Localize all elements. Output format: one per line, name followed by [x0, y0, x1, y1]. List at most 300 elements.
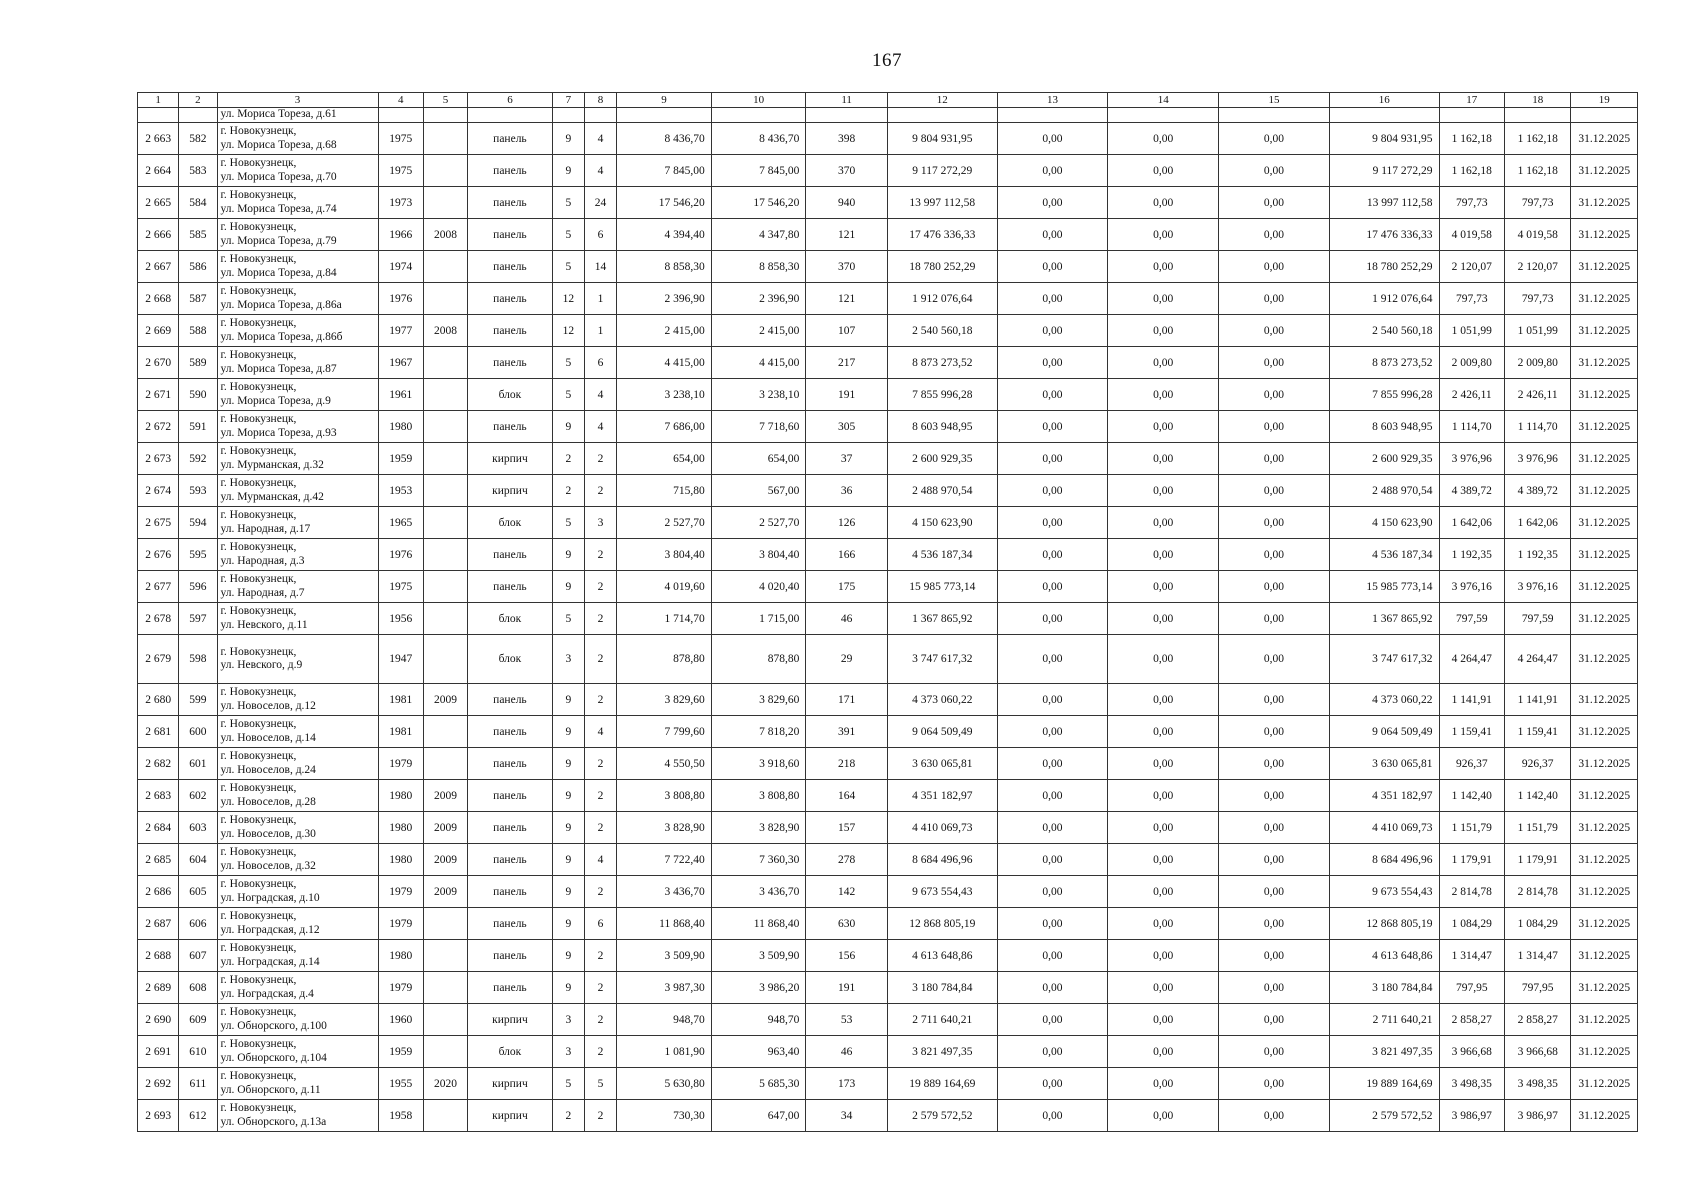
living-area-cell: 7 818,20 [711, 716, 806, 748]
sub-number-cell: 609 [179, 1004, 217, 1036]
year-built-cell: 1981 [378, 684, 423, 716]
floors-cell: 5 [552, 379, 584, 411]
unit-cost-cell: 2 814,78 [1439, 876, 1504, 908]
table-row [138, 603, 1638, 635]
wall-material-cell: кирпич [468, 443, 553, 475]
address-city: г. Новокузнецк, [220, 541, 297, 553]
col13-cell: 0,00 [997, 251, 1108, 283]
total-area-cell: 3 509,90 [617, 940, 712, 972]
deadline-cell: 31.12.2025 [1571, 603, 1638, 635]
col13-cell: 0,00 [997, 635, 1108, 684]
sub-number-cell: 599 [179, 684, 217, 716]
sub-number-cell: 594 [179, 507, 217, 539]
empty-cell [552, 108, 584, 123]
floors-cell: 5 [552, 603, 584, 635]
address-street: ул. Мориса Тореза, д.86а [220, 298, 342, 311]
floors-cell: 5 [552, 251, 584, 283]
address-street: ул. Новоселов, д.12 [220, 699, 316, 712]
col13-cell: 0,00 [997, 315, 1108, 347]
address-cell [217, 684, 378, 716]
total-cost-cell: 19 889 164,69 [887, 1068, 997, 1100]
residents-cell: 191 [806, 972, 888, 1004]
wall-material-cell: кирпич [468, 1004, 553, 1036]
col14-cell: 0,00 [1108, 251, 1219, 283]
table-row [138, 940, 1638, 972]
address-cell [217, 475, 378, 507]
address-city: г. Новокузнецк, [220, 1102, 297, 1114]
own-funds-cell: 2 579 572,52 [1329, 1100, 1439, 1132]
overhaul-year-cell [423, 443, 467, 475]
col15-cell: 0,00 [1219, 780, 1330, 812]
overhaul-year-cell: 2009 [423, 780, 467, 812]
living-area-cell: 4 347,80 [711, 219, 806, 251]
col13-cell: 0,00 [997, 844, 1108, 876]
deadline-cell: 31.12.2025 [1571, 716, 1638, 748]
own-funds-cell: 4 536 187,34 [1329, 539, 1439, 571]
col15-cell: 0,00 [1219, 379, 1330, 411]
col15-cell: 0,00 [1219, 123, 1330, 155]
overhaul-year-cell [423, 283, 467, 315]
table-row [138, 876, 1638, 908]
column-header-17: 17 [1439, 93, 1504, 108]
own-funds-cell: 4 373 060,22 [1329, 684, 1439, 716]
total-area-cell: 4 019,60 [617, 571, 712, 603]
address-street: ул. Новоселов, д.30 [220, 827, 316, 840]
address-street: ул. Мориса Тореза, д.79 [220, 234, 337, 247]
table-row [138, 347, 1638, 379]
entrances-cell: 2 [584, 780, 616, 812]
sub-number-cell: 602 [179, 780, 217, 812]
table-row [138, 315, 1638, 347]
wall-material-cell: панель [468, 812, 553, 844]
deadline-cell: 31.12.2025 [1571, 283, 1638, 315]
residents-cell: 398 [806, 123, 888, 155]
floors-cell: 2 [552, 443, 584, 475]
floors-cell: 9 [552, 876, 584, 908]
floors-cell: 9 [552, 411, 584, 443]
row-number-cell: 2 691 [138, 1036, 179, 1068]
column-header-15: 15 [1219, 93, 1330, 108]
continuation-row [138, 108, 1638, 123]
overhaul-year-cell: 2008 [423, 219, 467, 251]
total-cost-cell: 2 488 970,54 [887, 475, 997, 507]
unit-limit-cell: 4 264,47 [1504, 635, 1570, 684]
unit-cost-cell: 2 426,11 [1439, 379, 1504, 411]
year-built-cell: 1958 [378, 1100, 423, 1132]
residents-cell: 53 [806, 1004, 888, 1036]
residents-cell: 142 [806, 876, 888, 908]
address-cell [217, 1004, 378, 1036]
wall-material-cell: панель [468, 908, 553, 940]
col15-cell: 0,00 [1219, 219, 1330, 251]
wall-material-cell: блок [468, 635, 553, 684]
sub-number-cell: 582 [179, 123, 217, 155]
living-area-cell: 2 396,90 [711, 283, 806, 315]
wall-material-cell: панель [468, 315, 553, 347]
own-funds-cell: 18 780 252,29 [1329, 251, 1439, 283]
living-area-cell: 3 918,60 [711, 748, 806, 780]
col14-cell: 0,00 [1108, 123, 1219, 155]
col14-cell: 0,00 [1108, 475, 1219, 507]
row-number-cell: 2 683 [138, 780, 179, 812]
overhaul-year-cell [423, 411, 467, 443]
unit-limit-cell: 1 051,99 [1504, 315, 1570, 347]
address-city: г. Новокузнецк, [220, 317, 297, 329]
residents-cell: 46 [806, 603, 888, 635]
address-city: г. Новокузнецк, [220, 1070, 297, 1082]
residents-cell: 191 [806, 379, 888, 411]
address-cell [217, 972, 378, 1004]
row-number-cell: 2 672 [138, 411, 179, 443]
unit-cost-cell: 1 642,06 [1439, 507, 1504, 539]
unit-limit-cell: 1 642,06 [1504, 507, 1570, 539]
residents-cell: 175 [806, 571, 888, 603]
unit-limit-cell: 1 192,35 [1504, 539, 1570, 571]
deadline-cell: 31.12.2025 [1571, 876, 1638, 908]
address-cell [217, 219, 378, 251]
deadline-cell: 31.12.2025 [1571, 443, 1638, 475]
residents-cell: 391 [806, 716, 888, 748]
living-area-cell: 7 360,30 [711, 844, 806, 876]
address-cell [217, 123, 378, 155]
col14-cell: 0,00 [1108, 507, 1219, 539]
year-built-cell: 1979 [378, 908, 423, 940]
own-funds-cell: 2 488 970,54 [1329, 475, 1439, 507]
floors-cell: 2 [552, 1100, 584, 1132]
living-area-cell: 7 845,00 [711, 155, 806, 187]
address-city: г. Новокузнецк, [220, 477, 297, 489]
total-cost-cell: 8 603 948,95 [887, 411, 997, 443]
residents-cell: 156 [806, 940, 888, 972]
sub-number-cell: 610 [179, 1036, 217, 1068]
unit-cost-cell: 797,73 [1439, 283, 1504, 315]
table-row [138, 155, 1638, 187]
table-row [138, 123, 1638, 155]
total-area-cell: 3 808,80 [617, 780, 712, 812]
row-number-cell: 2 677 [138, 571, 179, 603]
col15-cell: 0,00 [1219, 603, 1330, 635]
unit-limit-cell: 2 858,27 [1504, 1004, 1570, 1036]
address-street: ул. Народная, д.17 [220, 522, 311, 535]
col14-cell: 0,00 [1108, 571, 1219, 603]
table-row [138, 844, 1638, 876]
row-number-cell: 2 678 [138, 603, 179, 635]
empty-cell [1504, 108, 1570, 123]
address-street: ул. Мориса Тореза, д.86б [220, 330, 343, 343]
entrances-cell: 2 [584, 1036, 616, 1068]
col15-cell: 0,00 [1219, 876, 1330, 908]
address-city: г. Новокузнецк, [220, 686, 297, 698]
floors-cell: 5 [552, 1068, 584, 1100]
table-row [138, 411, 1638, 443]
address-cell [217, 411, 378, 443]
address-city: г. Новокузнецк, [220, 221, 297, 233]
column-header-9: 9 [617, 93, 712, 108]
wall-material-cell: панель [468, 347, 553, 379]
col15-cell: 0,00 [1219, 1004, 1330, 1036]
address-city: г. Новокузнецк, [220, 605, 297, 617]
residents-cell: 126 [806, 507, 888, 539]
own-funds-cell: 4 351 182,97 [1329, 780, 1439, 812]
total-area-cell: 715,80 [617, 475, 712, 507]
address-cell [217, 347, 378, 379]
own-funds-cell: 4 410 069,73 [1329, 812, 1439, 844]
address-cell [217, 283, 378, 315]
sub-number-cell: 611 [179, 1068, 217, 1100]
unit-cost-cell: 2 858,27 [1439, 1004, 1504, 1036]
overhaul-year-cell [423, 1036, 467, 1068]
floors-cell: 5 [552, 347, 584, 379]
sub-number-cell: 592 [179, 443, 217, 475]
wall-material-cell: кирпич [468, 1068, 553, 1100]
living-area-cell: 3 238,10 [711, 379, 806, 411]
own-funds-cell: 15 985 773,14 [1329, 571, 1439, 603]
address-city: г. Новокузнецк, [220, 910, 297, 922]
col15-cell: 0,00 [1219, 507, 1330, 539]
total-area-cell: 4 550,50 [617, 748, 712, 780]
overhaul-year-cell: 2009 [423, 876, 467, 908]
deadline-cell: 31.12.2025 [1571, 123, 1638, 155]
wall-material-cell: панель [468, 123, 553, 155]
overhaul-year-cell [423, 1100, 467, 1132]
unit-limit-cell: 1 159,41 [1504, 716, 1570, 748]
col13-cell: 0,00 [997, 283, 1108, 315]
total-cost-cell: 7 855 996,28 [887, 379, 997, 411]
residents-cell: 218 [806, 748, 888, 780]
address-city: г. Новокузнецк, [220, 381, 297, 393]
table-header [138, 93, 1638, 108]
address-cell [217, 908, 378, 940]
residents-cell: 29 [806, 635, 888, 684]
year-built-cell: 1980 [378, 411, 423, 443]
floors-cell: 5 [552, 219, 584, 251]
row-number-cell: 2 663 [138, 123, 179, 155]
total-area-cell: 3 804,40 [617, 539, 712, 571]
unit-limit-cell: 1 151,79 [1504, 812, 1570, 844]
year-built-cell: 1973 [378, 187, 423, 219]
wall-material-cell: блок [468, 603, 553, 635]
overhaul-year-cell: 2008 [423, 315, 467, 347]
living-area-cell: 3 828,90 [711, 812, 806, 844]
deadline-cell: 31.12.2025 [1571, 780, 1638, 812]
residents-cell: 278 [806, 844, 888, 876]
year-built-cell: 1975 [378, 571, 423, 603]
deadline-cell: 31.12.2025 [1571, 1068, 1638, 1100]
col15-cell: 0,00 [1219, 539, 1330, 571]
year-built-cell: 1961 [378, 379, 423, 411]
empty-cell [997, 108, 1108, 123]
col13-cell: 0,00 [997, 876, 1108, 908]
living-area-cell: 3 808,80 [711, 780, 806, 812]
total-cost-cell: 3 821 497,35 [887, 1036, 997, 1068]
col15-cell: 0,00 [1219, 972, 1330, 1004]
unit-limit-cell: 1 179,91 [1504, 844, 1570, 876]
entrances-cell: 4 [584, 379, 616, 411]
residents-cell: 173 [806, 1068, 888, 1100]
unit-limit-cell: 4 019,58 [1504, 219, 1570, 251]
sub-number-cell: 586 [179, 251, 217, 283]
deadline-cell: 31.12.2025 [1571, 940, 1638, 972]
column-header-14: 14 [1108, 93, 1219, 108]
col13-cell: 0,00 [997, 716, 1108, 748]
year-built-cell: 1960 [378, 1004, 423, 1036]
col15-cell: 0,00 [1219, 443, 1330, 475]
living-area-cell: 11 868,40 [711, 908, 806, 940]
year-built-cell: 1947 [378, 635, 423, 684]
deadline-cell: 31.12.2025 [1571, 844, 1638, 876]
entrances-cell: 4 [584, 411, 616, 443]
column-header-6: 6 [468, 93, 553, 108]
unit-cost-cell: 3 976,96 [1439, 443, 1504, 475]
total-area-cell: 948,70 [617, 1004, 712, 1036]
sub-number-cell: 601 [179, 748, 217, 780]
total-area-cell: 7 722,40 [617, 844, 712, 876]
empty-cell [1219, 108, 1330, 123]
wall-material-cell: панель [468, 684, 553, 716]
total-cost-cell: 9 673 554,43 [887, 876, 997, 908]
living-area-cell: 3 436,70 [711, 876, 806, 908]
column-header-7: 7 [552, 93, 584, 108]
overhaul-year-cell [423, 347, 467, 379]
overhaul-year-cell [423, 155, 467, 187]
unit-limit-cell: 3 966,68 [1504, 1036, 1570, 1068]
sub-number-cell: 588 [179, 315, 217, 347]
wall-material-cell: панель [468, 251, 553, 283]
address-street: ул. Ноградская, д.14 [220, 955, 320, 968]
address-cell [217, 780, 378, 812]
floors-cell: 9 [552, 940, 584, 972]
unit-limit-cell: 1 162,18 [1504, 123, 1570, 155]
wall-material-cell: панель [468, 716, 553, 748]
total-cost-cell: 1 912 076,64 [887, 283, 997, 315]
wall-material-cell: панель [468, 539, 553, 571]
table-row [138, 507, 1638, 539]
col15-cell: 0,00 [1219, 716, 1330, 748]
floors-cell: 9 [552, 155, 584, 187]
unit-cost-cell: 797,59 [1439, 603, 1504, 635]
living-area-cell: 2 415,00 [711, 315, 806, 347]
empty-cell [887, 108, 997, 123]
floors-cell: 9 [552, 908, 584, 940]
entrances-cell: 24 [584, 187, 616, 219]
empty-cell [138, 108, 179, 123]
living-area-cell: 3 829,60 [711, 684, 806, 716]
own-funds-cell: 9 804 931,95 [1329, 123, 1439, 155]
residents-cell: 36 [806, 475, 888, 507]
residents-cell: 121 [806, 283, 888, 315]
own-funds-cell: 8 684 496,96 [1329, 844, 1439, 876]
wall-material-cell: панель [468, 940, 553, 972]
address-street: ул. Народная, д.7 [220, 586, 305, 599]
sub-number-cell: 587 [179, 283, 217, 315]
total-cost-cell: 12 868 805,19 [887, 908, 997, 940]
sub-number-cell: 589 [179, 347, 217, 379]
deadline-cell: 31.12.2025 [1571, 972, 1638, 1004]
empty-cell [584, 108, 616, 123]
col14-cell: 0,00 [1108, 635, 1219, 684]
unit-limit-cell: 1 084,29 [1504, 908, 1570, 940]
empty-cell [1571, 108, 1638, 123]
total-cost-cell: 4 373 060,22 [887, 684, 997, 716]
total-area-cell: 2 396,90 [617, 283, 712, 315]
total-area-cell: 1 714,70 [617, 603, 712, 635]
floors-cell: 9 [552, 716, 584, 748]
empty-cell [1439, 108, 1504, 123]
deadline-cell: 31.12.2025 [1571, 379, 1638, 411]
unit-limit-cell: 3 986,97 [1504, 1100, 1570, 1132]
own-funds-cell: 9 064 509,49 [1329, 716, 1439, 748]
col14-cell: 0,00 [1108, 844, 1219, 876]
col13-cell: 0,00 [997, 219, 1108, 251]
unit-cost-cell: 3 498,35 [1439, 1068, 1504, 1100]
overhaul-year-cell [423, 123, 467, 155]
overhaul-year-cell [423, 379, 467, 411]
address-city: г. Новокузнецк, [220, 782, 297, 794]
unit-cost-cell: 1 051,99 [1439, 315, 1504, 347]
overhaul-year-cell: 2020 [423, 1068, 467, 1100]
col13-cell: 0,00 [997, 940, 1108, 972]
address-city: г. Новокузнецк, [220, 878, 297, 890]
address-street: ул. Невского, д.11 [220, 618, 308, 631]
address-cell [217, 379, 378, 411]
total-area-cell: 3 987,30 [617, 972, 712, 1004]
col15-cell: 0,00 [1219, 844, 1330, 876]
wall-material-cell: панель [468, 411, 553, 443]
address-city: г. Новокузнецк, [220, 285, 297, 297]
row-number-cell: 2 667 [138, 251, 179, 283]
row-number-cell: 2 670 [138, 347, 179, 379]
total-cost-cell: 9 804 931,95 [887, 123, 997, 155]
column-number-row [138, 93, 1638, 108]
unit-limit-cell: 3 498,35 [1504, 1068, 1570, 1100]
wall-material-cell: панель [468, 187, 553, 219]
living-area-cell: 948,70 [711, 1004, 806, 1036]
overhaul-year-cell: 2009 [423, 812, 467, 844]
entrances-cell: 2 [584, 539, 616, 571]
deadline-cell: 31.12.2025 [1571, 411, 1638, 443]
address-city: г. Новокузнецк, [220, 645, 297, 658]
entrances-cell: 14 [584, 251, 616, 283]
deadline-cell: 31.12.2025 [1571, 155, 1638, 187]
address-street: ул. Обнорского, д.100 [220, 1019, 327, 1032]
wall-material-cell: панель [468, 155, 553, 187]
unit-cost-cell: 1 141,91 [1439, 684, 1504, 716]
table-row [138, 780, 1638, 812]
address-cell [217, 1068, 378, 1100]
total-cost-cell: 4 613 648,86 [887, 940, 997, 972]
address-street: ул. Мориса Тореза, д.93 [220, 426, 337, 439]
entrances-cell: 6 [584, 219, 616, 251]
row-number-cell: 2 664 [138, 155, 179, 187]
living-area-cell: 3 986,20 [711, 972, 806, 1004]
unit-cost-cell: 797,95 [1439, 972, 1504, 1004]
deadline-cell: 31.12.2025 [1571, 187, 1638, 219]
address-cell [217, 716, 378, 748]
unit-limit-cell: 3 976,16 [1504, 571, 1570, 603]
entrances-cell: 2 [584, 1100, 616, 1132]
residents-cell: 164 [806, 780, 888, 812]
year-built-cell: 1956 [378, 603, 423, 635]
unit-limit-cell: 1 142,40 [1504, 780, 1570, 812]
address-street: ул. Мурманская, д.32 [220, 458, 324, 471]
total-area-cell: 3 436,70 [617, 876, 712, 908]
col15-cell: 0,00 [1219, 475, 1330, 507]
deadline-cell: 31.12.2025 [1571, 507, 1638, 539]
entrances-cell: 4 [584, 155, 616, 187]
col15-cell: 0,00 [1219, 187, 1330, 219]
column-header-5: 5 [423, 93, 467, 108]
unit-limit-cell: 2 120,07 [1504, 251, 1570, 283]
